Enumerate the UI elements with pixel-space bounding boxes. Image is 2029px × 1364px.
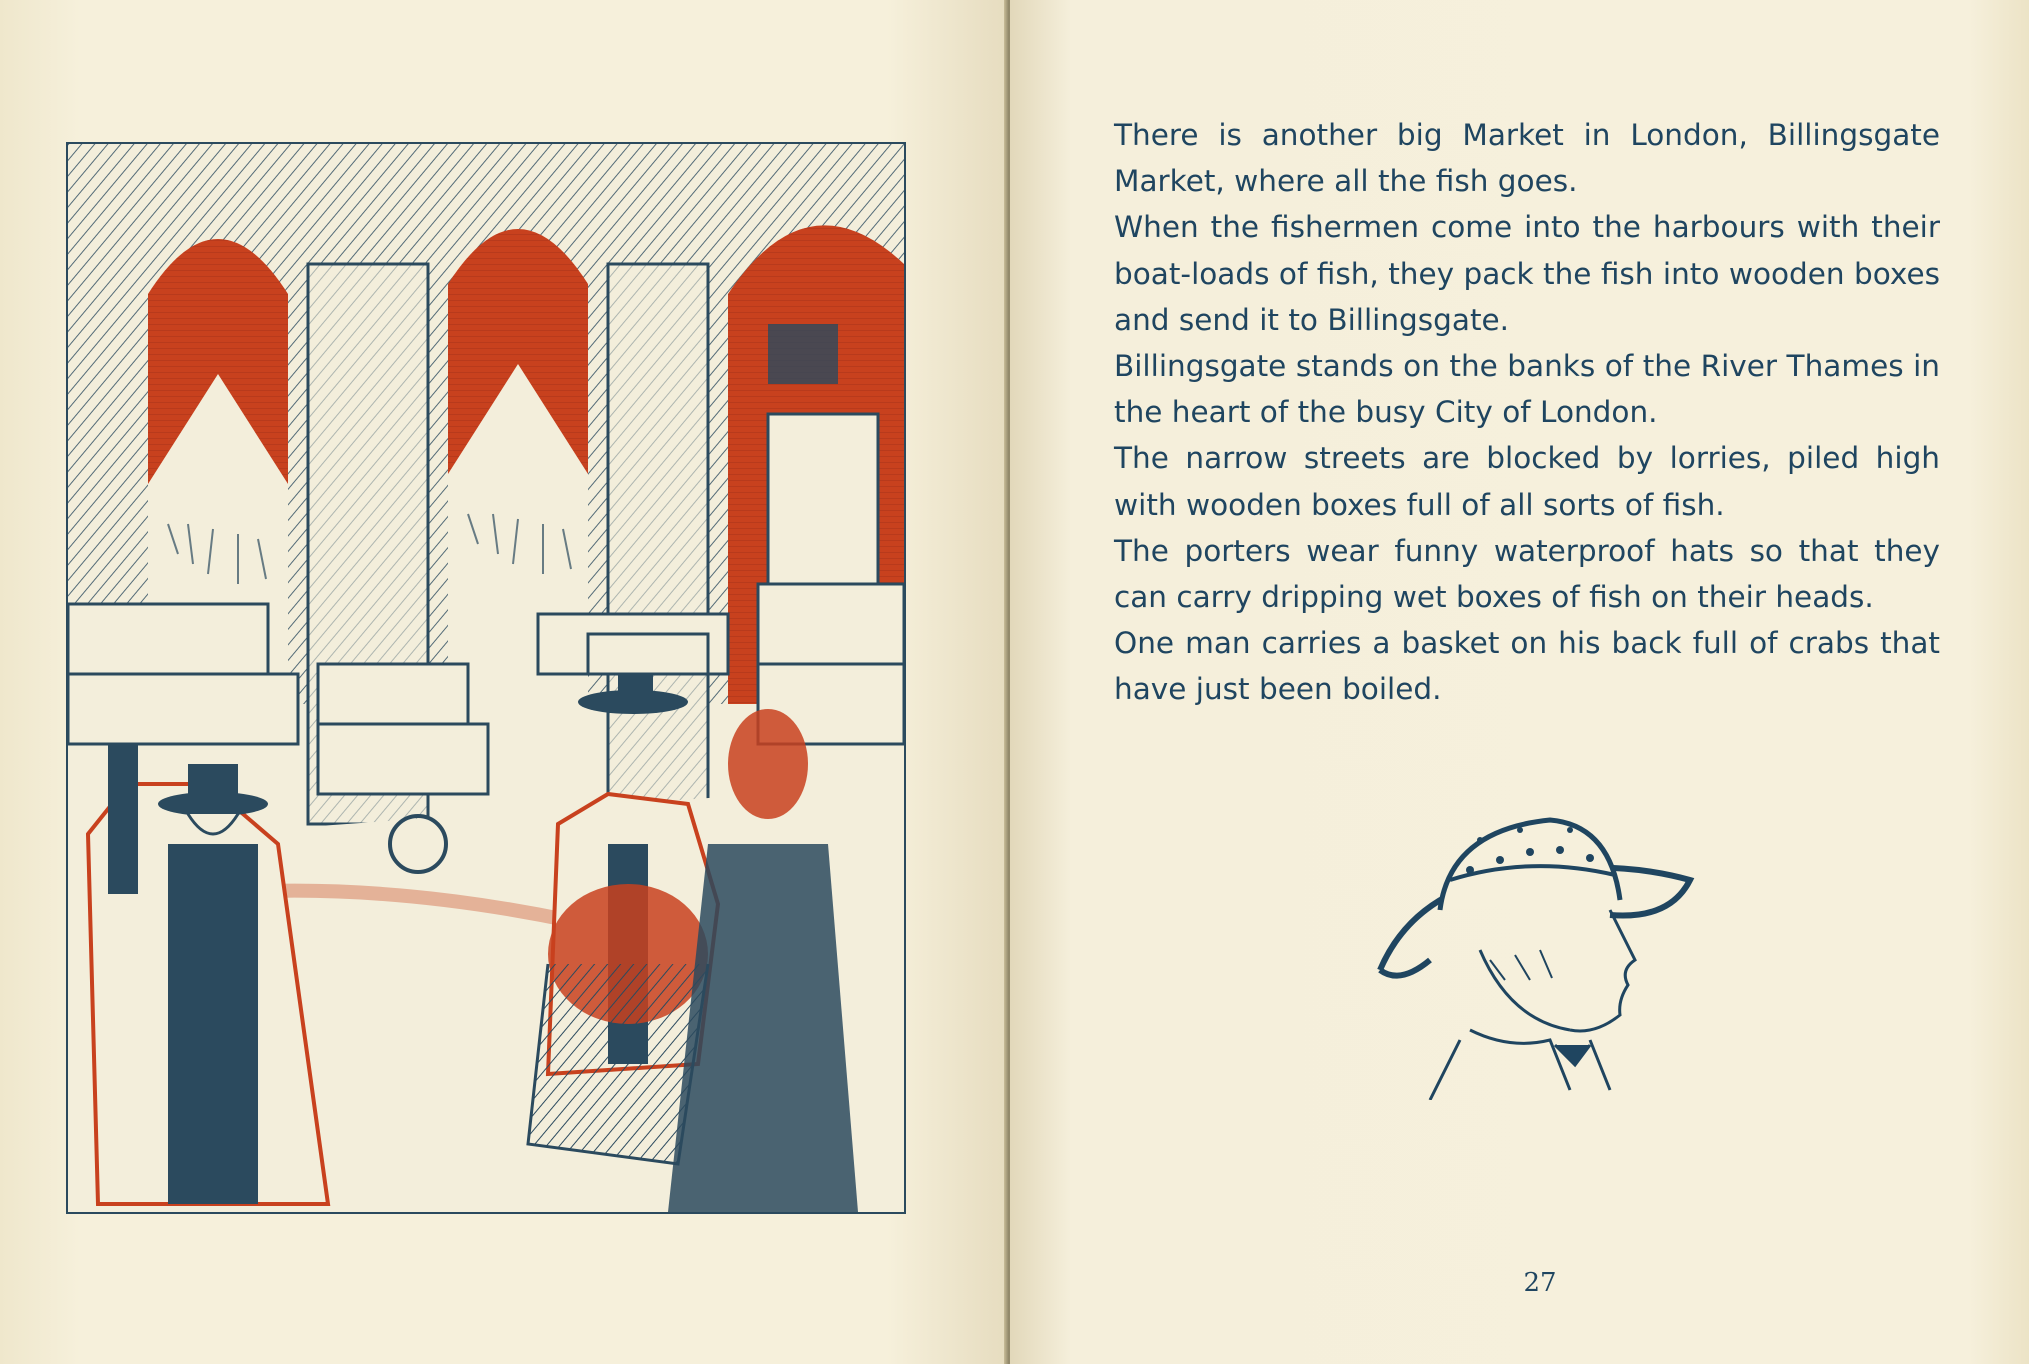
- paragraph-4: The narrow streets are blocked by lorries, piled high with wooden boxes full of all sorts of fish.: [1114, 441, 1940, 522]
- billingsgate-market-illustration: [68, 144, 904, 1212]
- page-number: 27: [1523, 1268, 1557, 1298]
- paragraph-5: The porters wear funny waterproof hats so that they can carry dripping wet boxes of fish on their heads.: [1114, 533, 1940, 615]
- market-illustration: [66, 142, 906, 1214]
- porter-portrait: [1370, 800, 1700, 1100]
- paragraph-2: When the fishermen come into the harbours with their boat-loads of fish, they pack the fish into wooden boxes and send it to Billingsgate.: [1114, 210, 1940, 337]
- paragraph-3: Billingsgate stands on the banks of the River Thames in the heart of the busy City of London.: [1114, 349, 1940, 430]
- left-page: [0, 0, 1008, 1364]
- porter-left: [88, 744, 328, 1204]
- story-text: [1114, 112, 1940, 713]
- porter-with-hat-sketch: [1370, 800, 1700, 1100]
- paragraph-6: One man carries a basket on his back full of crabs that have just been boiled.: [1114, 626, 1940, 707]
- paragraph-1: There is another big Market in London, Billingsgate Market, where all the fish goes.: [1114, 118, 1940, 199]
